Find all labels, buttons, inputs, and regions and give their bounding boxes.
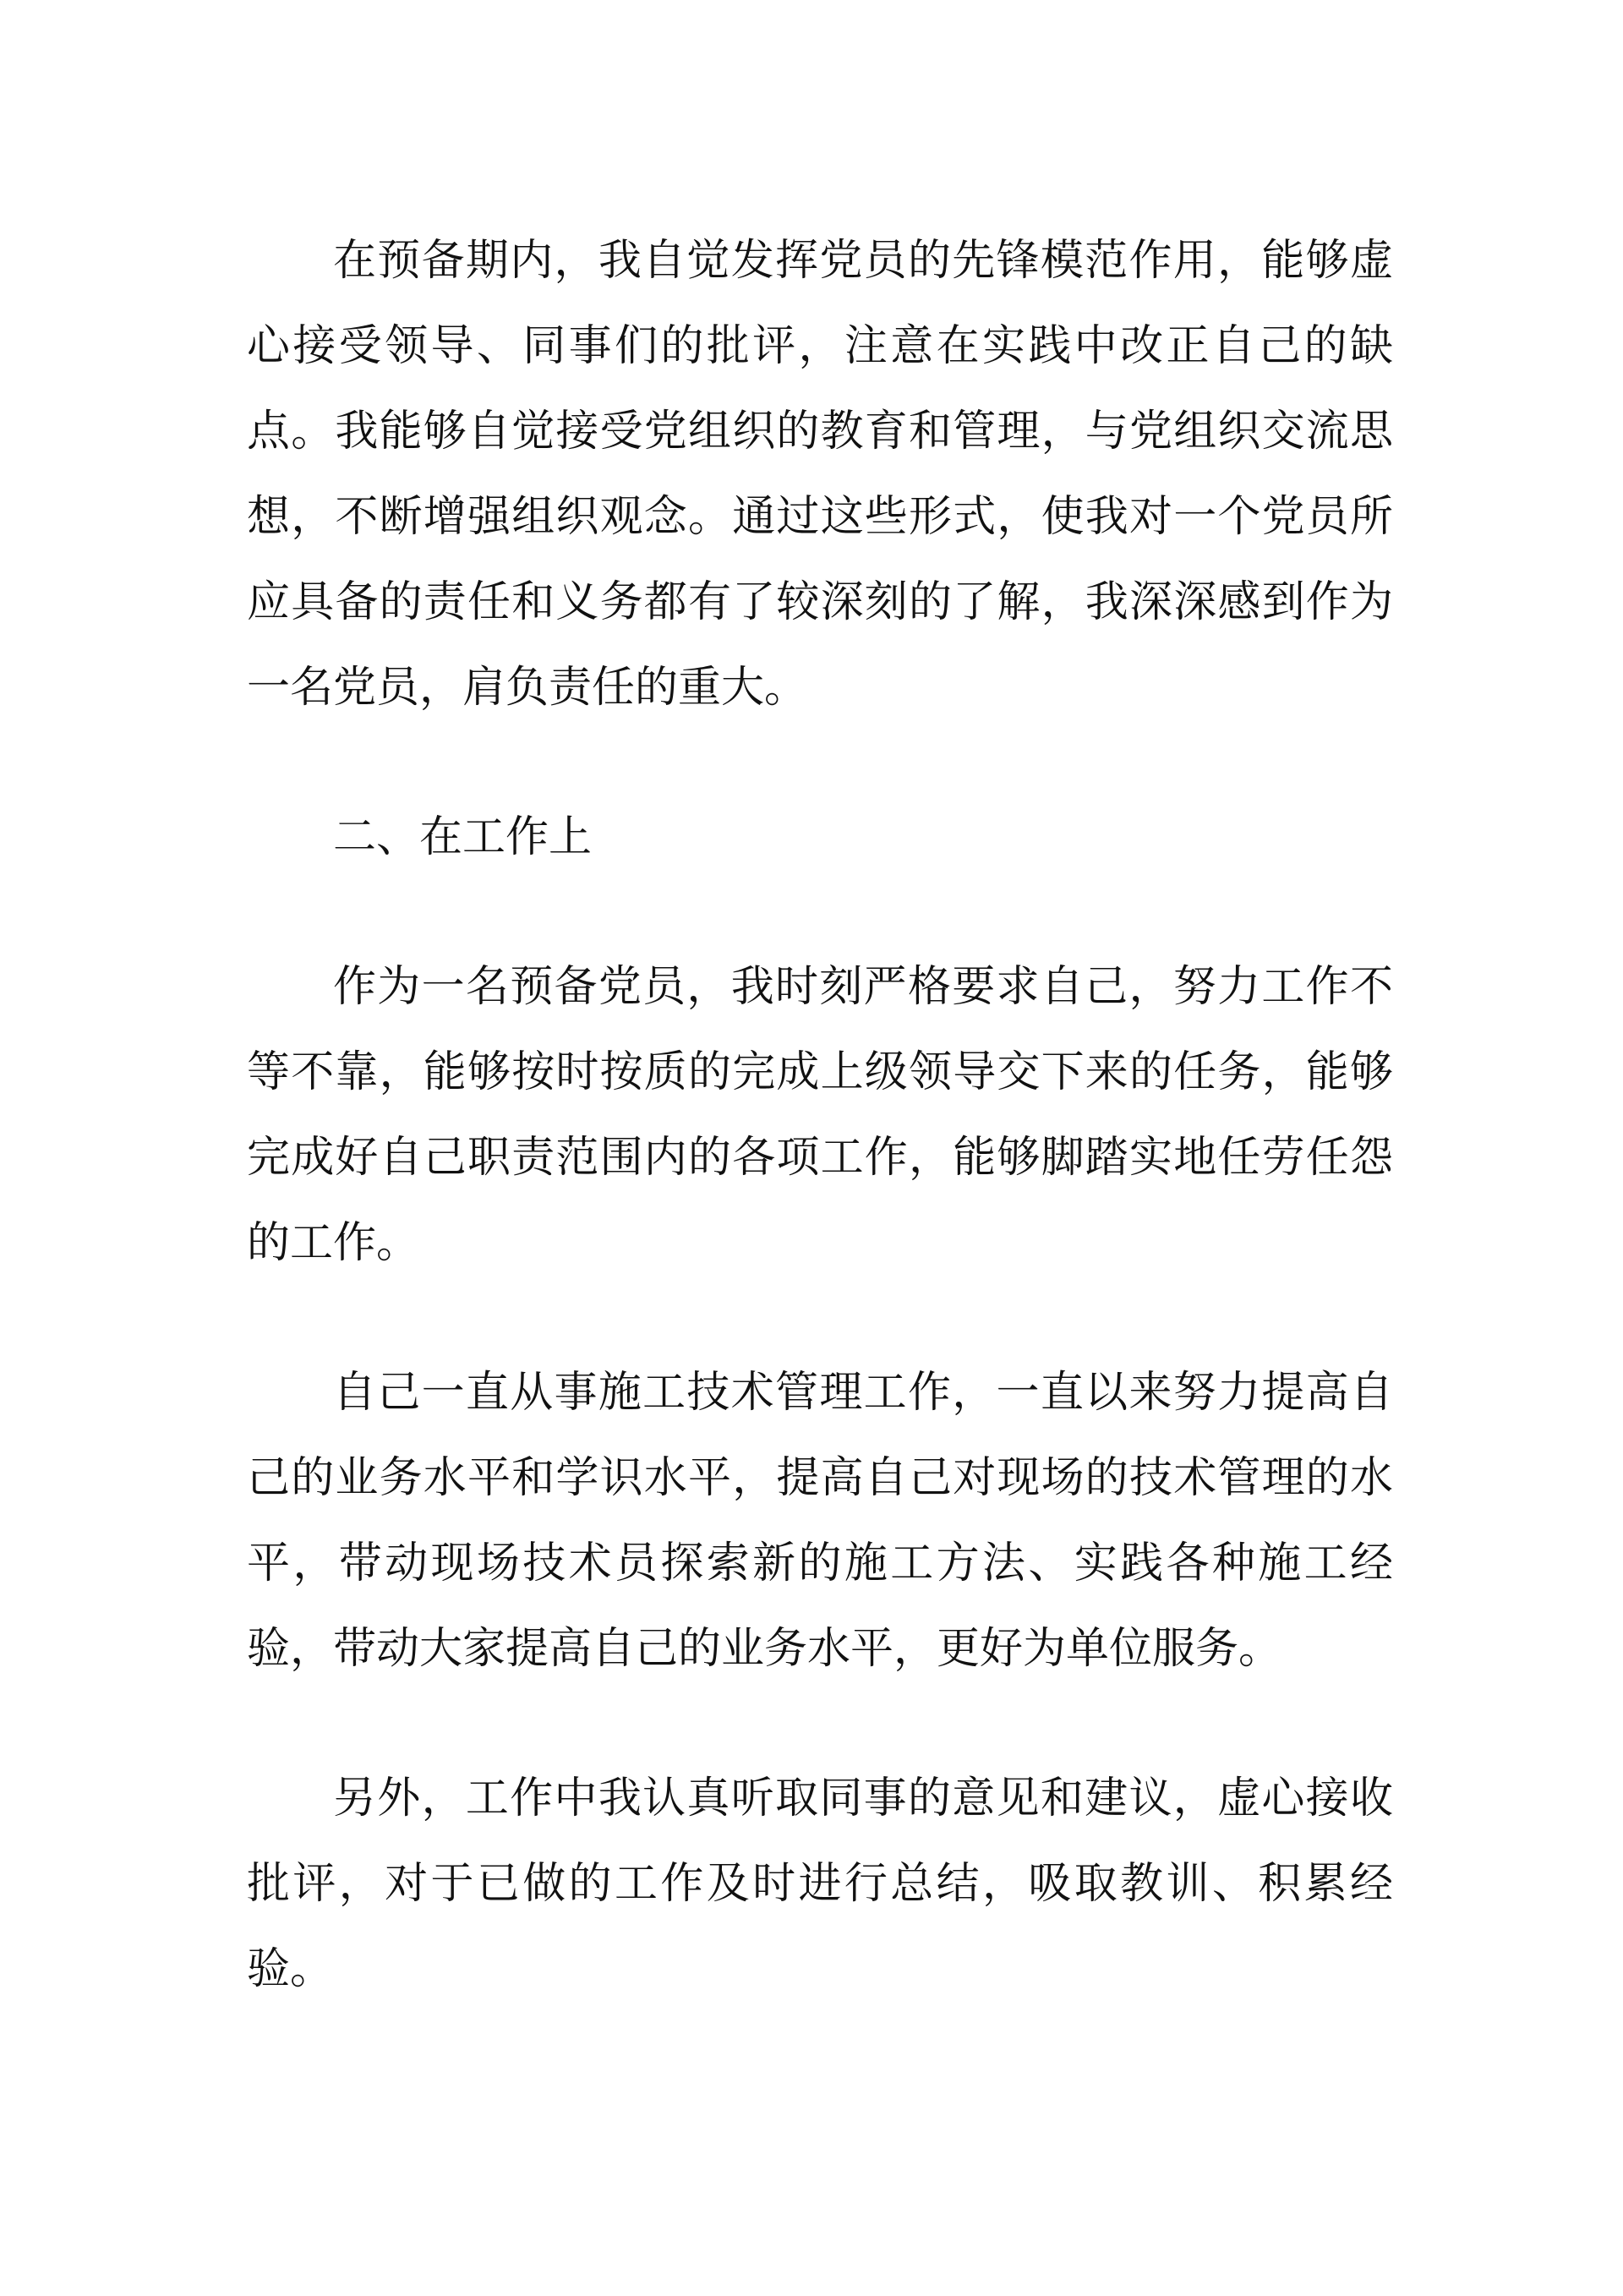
paragraph-work-attitude: 作为一名预备党员，我时刻严格要求自己，努力工作不等不靠，能够按时按质的完成上级领导交下来的任务，能够完成好自己职责范围内的各项工作，能够脚踏实地任劳任怨的工作。	[247, 962, 1393, 1268]
section-heading-work: 二、在工作上	[333, 812, 593, 862]
paragraph-probation-conduct: 在预备期内，我自觉发挥党员的先锋模范作用，能够虚心接受领导、同事们的批评，注意在实践中改正自己的缺点。我能够自觉接受党组织的教育和管理，与党组织交流思想，不断增强组织观念。通过这些形式，使我对一个党员所应具备的责任和义务都有了较深刻的了解，我深深感到作为一名党员，肩负责任的重大。	[247, 236, 1393, 713]
paragraph-accept-criticism: 另外，工作中我认真听取同事的意见和建议，虚心接收批评，对于已做的工作及时进行总结，吸取教训、积累经验。	[247, 1774, 1393, 1994]
document-body	[247, 218, 1393, 2012]
paragraph-technical-management: 自己一直从事施工技术管理工作，一直以来努力提高自己的业务水平和学识水平，提高自己对现场的技术管理的水平，带动现场技术员探索新的施工方法、实践各种施工经验，带动大家提高自己的业务水平，更好为单位服务。	[247, 1368, 1393, 1674]
